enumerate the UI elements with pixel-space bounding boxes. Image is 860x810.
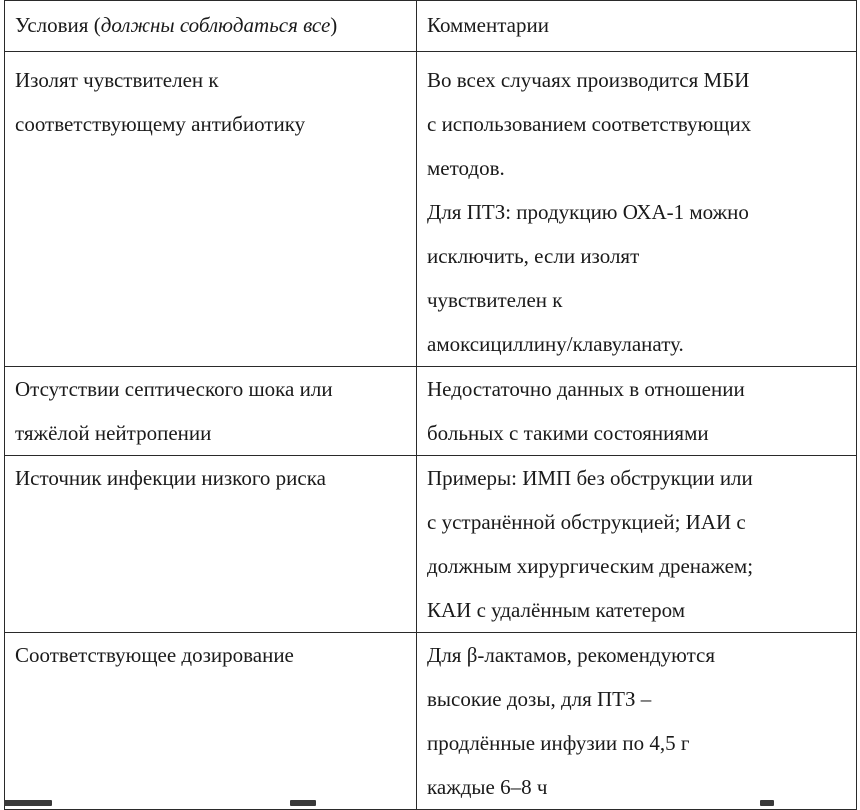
cropped-text-fragment xyxy=(760,800,774,806)
comment-line: продлённые инфузии по 4,5 г xyxy=(427,731,690,755)
comment-cell xyxy=(417,633,857,810)
header-comments xyxy=(417,1,857,52)
table-row xyxy=(5,367,857,456)
comment-cell xyxy=(417,456,857,633)
table-row xyxy=(5,52,857,367)
cropped-next-line-fragment xyxy=(0,798,860,808)
comment-cell xyxy=(417,367,857,456)
comment-line: каждые 6–8 ч xyxy=(427,775,548,799)
condition-line: Соответствующее дозирование xyxy=(15,643,294,667)
comment-line: Недостаточно данных в отношении xyxy=(427,377,745,401)
comment-line: КАИ с удалённым катетером xyxy=(427,598,685,622)
table-row xyxy=(5,456,857,633)
header-conditions-italic: должны соблюдаться все xyxy=(100,13,331,37)
comment-line: Во всех случаях производится МБИ xyxy=(427,68,750,92)
table-header-row xyxy=(5,1,857,52)
table-row xyxy=(5,633,857,810)
condition-line: Отсутствии септического шока или xyxy=(15,377,333,401)
comment-line: амоксициллину/клавуланату. xyxy=(427,332,684,356)
comment-line: Примеры: ИМП без обструкции или xyxy=(427,466,753,490)
cropped-text-fragment xyxy=(290,800,316,806)
condition-cell xyxy=(5,456,417,633)
comment-cell xyxy=(417,52,857,367)
condition-cell xyxy=(5,367,417,456)
comment-line: методов. xyxy=(427,156,505,180)
comment-line: больных с такими состояниями xyxy=(427,421,709,445)
condition-line: Источник инфекции низкого риска xyxy=(15,466,326,490)
comment-line: чувствителен к xyxy=(427,288,563,312)
conditions-table xyxy=(4,0,857,810)
header-conditions-prefix: Условия ( xyxy=(15,13,101,37)
comment-line: должным хирургическим дренажем; xyxy=(427,554,754,578)
comment-line: с использованием соответствующих xyxy=(427,112,752,136)
header-conditions-suffix: ) xyxy=(330,13,338,37)
condition-cell xyxy=(5,52,417,367)
comment-line: Для β-лактамов, рекомендуются xyxy=(427,643,715,667)
condition-cell xyxy=(5,633,417,810)
header-comments-label: Комментарии xyxy=(427,13,549,37)
header-conditions xyxy=(5,1,417,52)
comment-line: Для ПТЗ: продукцию ОХА-1 можно xyxy=(427,200,749,224)
condition-line: тяжёлой нейтропении xyxy=(15,421,212,445)
comment-line: исключить, если изолят xyxy=(427,244,640,268)
condition-line: Изолят чувствителен к xyxy=(15,68,219,92)
comment-line: высокие дозы, для ПТЗ – xyxy=(427,687,652,711)
comment-line: с устранённой обструкцией; ИАИ с xyxy=(427,510,746,534)
cropped-text-fragment xyxy=(4,800,52,806)
condition-line: соответствующему антибиотику xyxy=(15,112,306,136)
